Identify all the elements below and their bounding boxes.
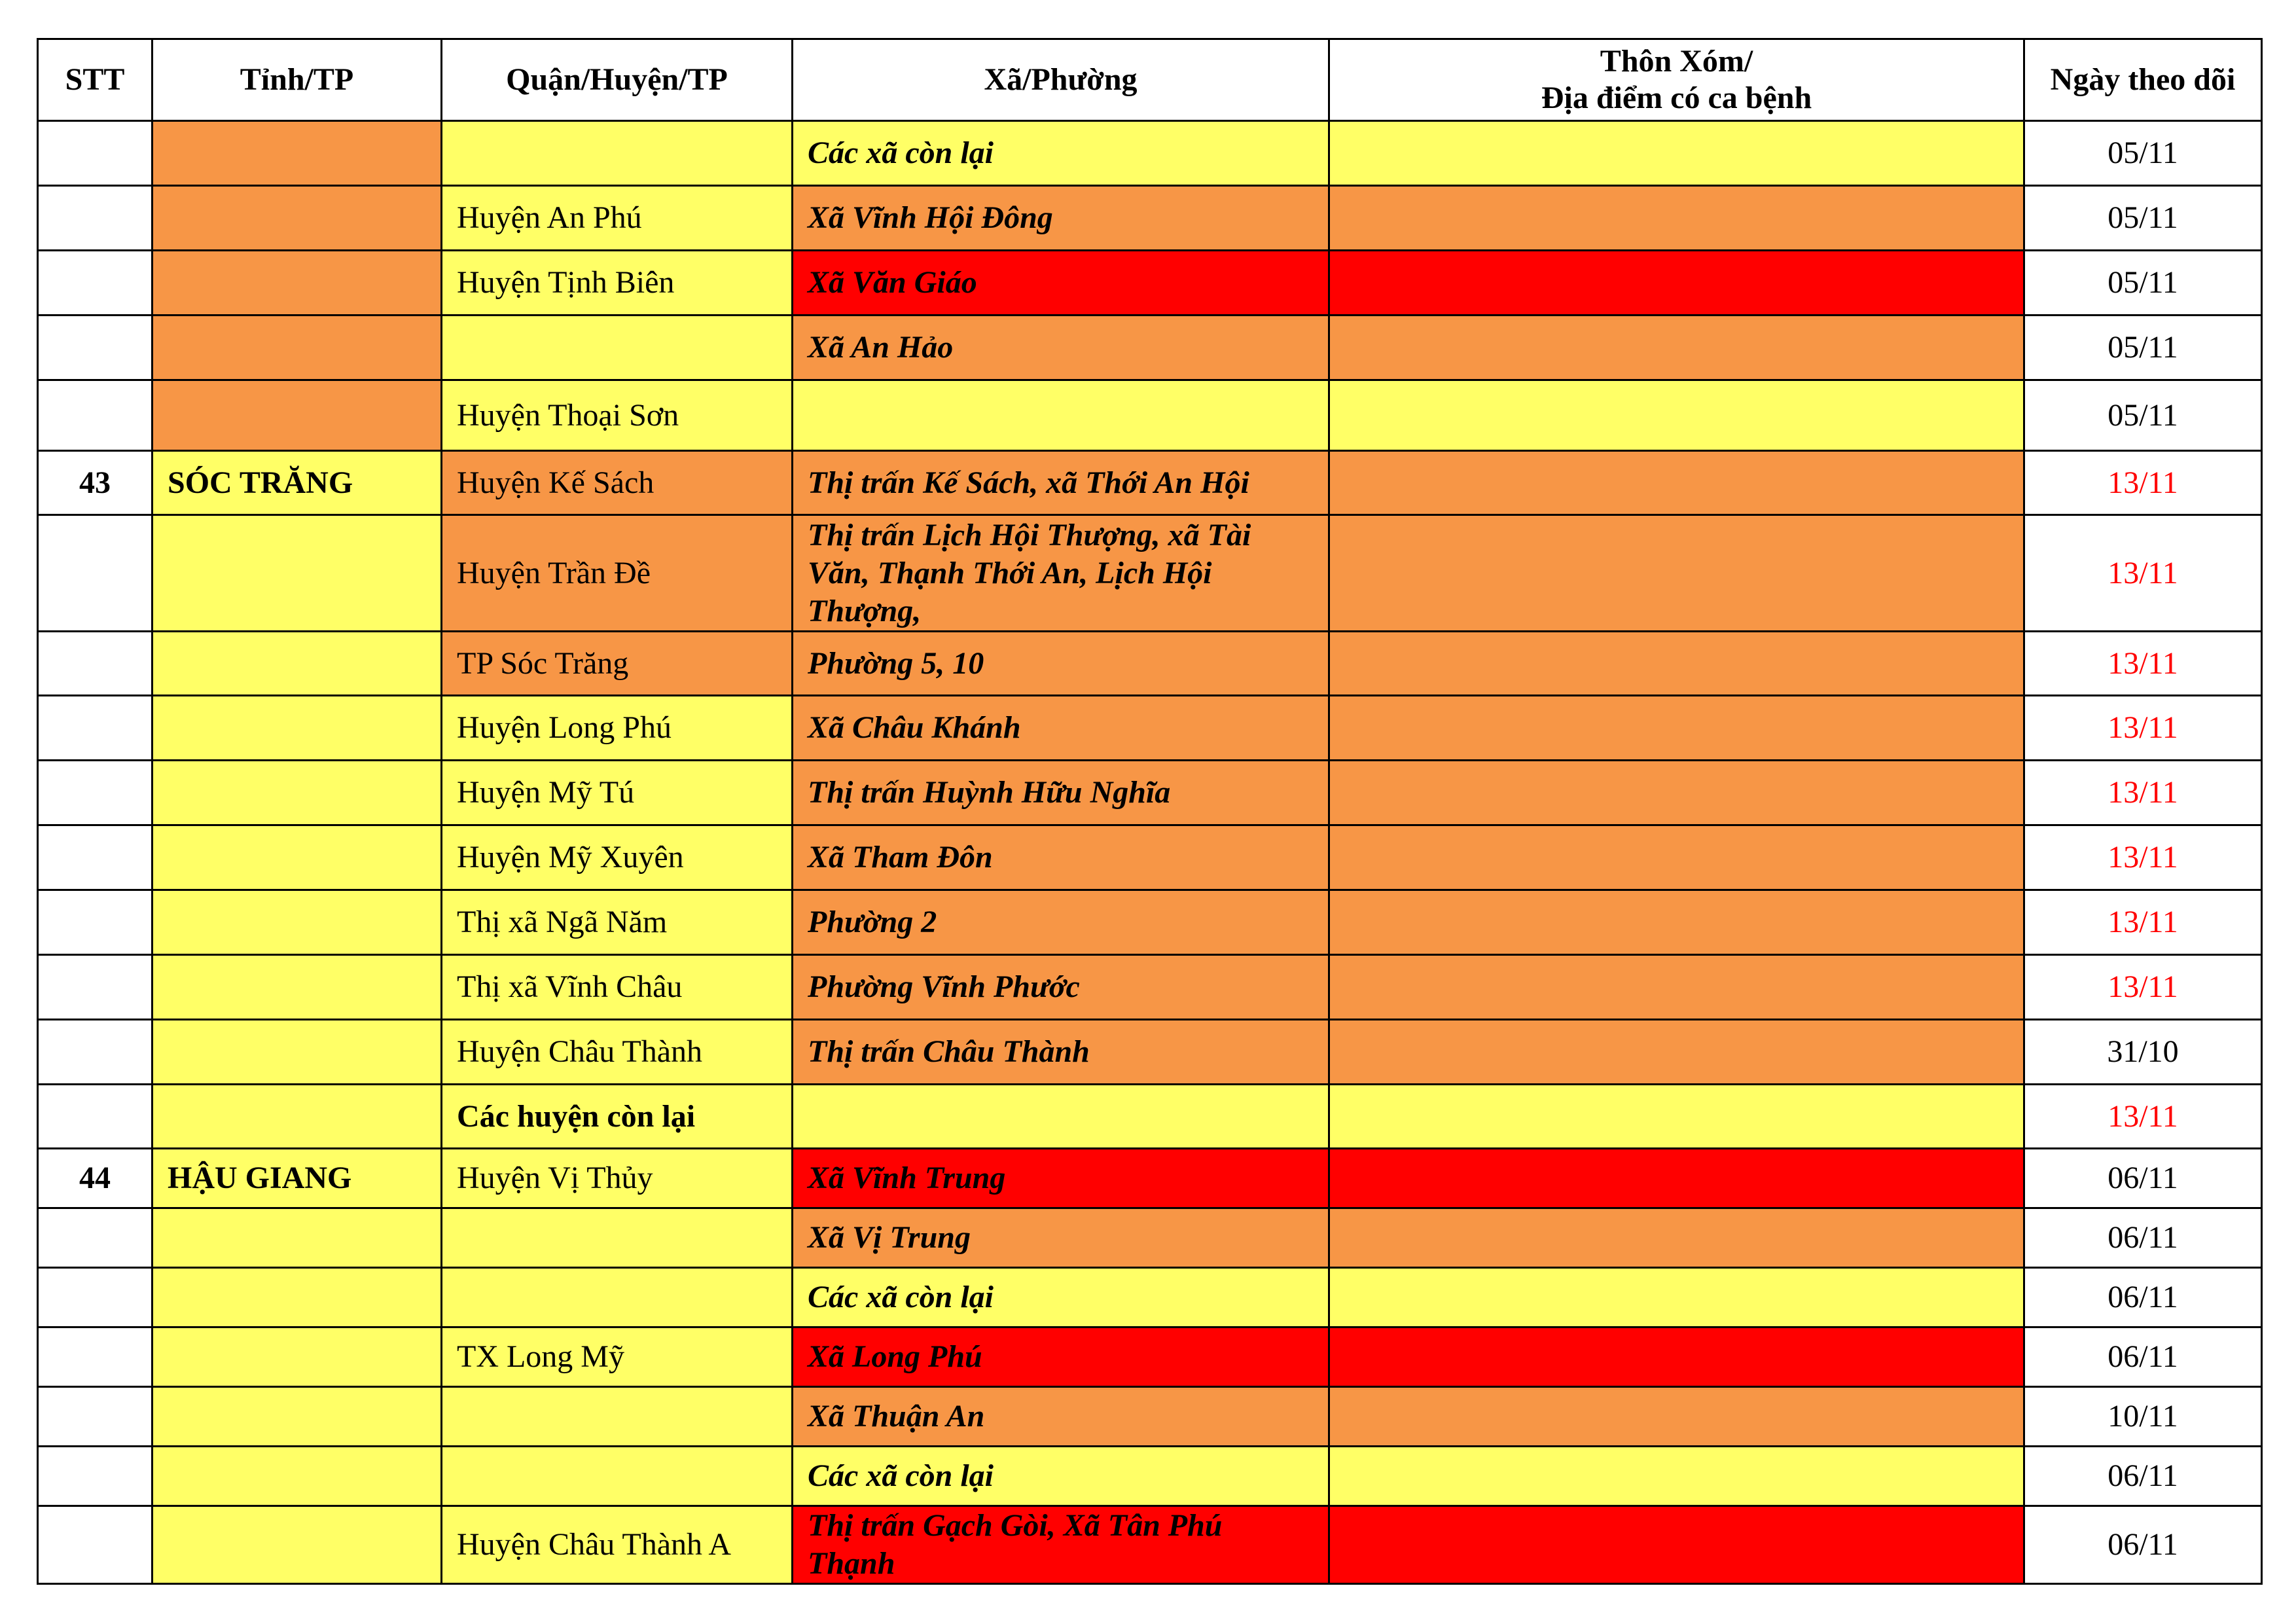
cell-district [442, 1268, 793, 1327]
cell-province [152, 121, 442, 186]
cell-date: 06/11 [2024, 1149, 2262, 1208]
cell-stt [38, 1506, 152, 1584]
cell-district: Huyện Kế Sách [442, 451, 793, 515]
cell-hamlet [1329, 1149, 2024, 1208]
cell-province [152, 1506, 442, 1584]
cell-ward: Thị trấn Lịch Hội Thượng, xã Tài Văn, Thạnh Thới An, Lịch Hội Thượng, [793, 515, 1329, 632]
cell-district: Huyện Vị Thủy [442, 1149, 793, 1208]
cell-stt [38, 380, 152, 451]
cell-stt [38, 316, 152, 380]
cell-stt [38, 1387, 152, 1447]
cell-province [152, 890, 442, 955]
cell-date: 06/11 [2024, 1506, 2262, 1584]
cell-hamlet [1329, 251, 2024, 316]
table-row [38, 632, 2262, 696]
header-district: Quận/Huyện/TP [442, 39, 793, 121]
cell-hamlet [1329, 1447, 2024, 1506]
cell-stt [38, 825, 152, 890]
cell-ward: Các xã còn lại [793, 121, 1329, 186]
cell-date: 06/11 [2024, 1327, 2262, 1387]
cell-date: 13/11 [2024, 696, 2262, 761]
cell-ward: Xã Văn Giáo [793, 251, 1329, 316]
cell-ward: Thị trấn Huỳnh Hữu Nghĩa [793, 761, 1329, 825]
table-row [38, 186, 2262, 251]
cell-province [152, 1387, 442, 1447]
cell-hamlet [1329, 890, 2024, 955]
cell-stt: 44 [38, 1149, 152, 1208]
table-row [38, 761, 2262, 825]
cell-district: Huyện Tịnh Biên [442, 251, 793, 316]
cell-date: 31/10 [2024, 1020, 2262, 1085]
cell-province [152, 825, 442, 890]
cell-stt [38, 890, 152, 955]
table-row [38, 380, 2262, 451]
header-stt: STT [38, 39, 152, 121]
cell-date: 05/11 [2024, 121, 2262, 186]
cell-hamlet [1329, 1020, 2024, 1085]
cell-ward: Xã Vị Trung [793, 1208, 1329, 1268]
cell-province [152, 1447, 442, 1506]
cell-hamlet [1329, 451, 2024, 515]
cell-district [442, 316, 793, 380]
cell-district [442, 1447, 793, 1506]
cell-ward: Thị trấn Châu Thành [793, 1020, 1329, 1085]
cell-hamlet [1329, 761, 2024, 825]
cell-ward: Các xã còn lại [793, 1447, 1329, 1506]
cell-ward: Xã An Hảo [793, 316, 1329, 380]
cell-date: 05/11 [2024, 316, 2262, 380]
cell-province [152, 186, 442, 251]
cell-province [152, 1020, 442, 1085]
header-hamlet-line1: Thôn Xóm/ [1600, 44, 1753, 79]
cell-date: 13/11 [2024, 890, 2262, 955]
table-row [38, 955, 2262, 1020]
cell-stt [38, 1447, 152, 1506]
cell-province [152, 1268, 442, 1327]
cell-province: SÓC TRĂNG [152, 451, 442, 515]
header-ward: Xã/Phường [793, 39, 1329, 121]
cell-hamlet [1329, 316, 2024, 380]
cell-hamlet [1329, 186, 2024, 251]
cell-district: TP Sóc Trăng [442, 632, 793, 696]
table-row [38, 515, 2262, 632]
cell-province [152, 316, 442, 380]
cell-hamlet [1329, 632, 2024, 696]
cell-district: Huyện Thoại Sơn [442, 380, 793, 451]
table-row [38, 451, 2262, 515]
cell-district: Thị xã Vĩnh Châu [442, 955, 793, 1020]
cell-ward: Xã Thuận An [793, 1387, 1329, 1447]
table-row [38, 1268, 2262, 1327]
table-row [38, 890, 2262, 955]
cell-district [442, 1387, 793, 1447]
cell-stt [38, 761, 152, 825]
cell-province: HẬU GIANG [152, 1149, 442, 1208]
table-row [38, 696, 2262, 761]
cell-province [152, 1208, 442, 1268]
cell-district: Các huyện còn lại [442, 1085, 793, 1149]
cell-stt [38, 1327, 152, 1387]
cell-stt [38, 1268, 152, 1327]
cell-district: Thị xã Ngã Năm [442, 890, 793, 955]
cell-province [152, 1327, 442, 1387]
table-row [38, 1327, 2262, 1387]
cell-province [152, 380, 442, 451]
table-row [38, 1085, 2262, 1149]
table-row [38, 121, 2262, 186]
cell-hamlet [1329, 1327, 2024, 1387]
cell-province [152, 955, 442, 1020]
cell-province [152, 761, 442, 825]
cell-ward: Thị trấn Gạch Gòi, Xã Tân Phú Thạnh [793, 1506, 1329, 1584]
cell-hamlet [1329, 955, 2024, 1020]
cell-date: 13/11 [2024, 1085, 2262, 1149]
cell-ward: Xã Tham Đôn [793, 825, 1329, 890]
cell-district: Huyện Châu Thành [442, 1020, 793, 1085]
cell-ward: Phường Vĩnh Phước [793, 955, 1329, 1020]
cell-ward [793, 1085, 1329, 1149]
cell-stt [38, 121, 152, 186]
table-body [38, 121, 2262, 1584]
table-row [38, 316, 2262, 380]
cell-date: 06/11 [2024, 1268, 2262, 1327]
cell-hamlet [1329, 1085, 2024, 1149]
cell-stt [38, 1208, 152, 1268]
cell-province [152, 632, 442, 696]
cell-ward [793, 380, 1329, 451]
header-province: Tỉnh/TP [152, 39, 442, 121]
table-row [38, 1208, 2262, 1268]
cell-stt [38, 1085, 152, 1149]
cell-stt [38, 955, 152, 1020]
cell-stt [38, 696, 152, 761]
cell-province [152, 251, 442, 316]
cell-district: Huyện Châu Thành A [442, 1506, 793, 1584]
cell-stt [38, 515, 152, 632]
cell-ward: Phường 5, 10 [793, 632, 1329, 696]
cell-stt [38, 1020, 152, 1085]
cell-hamlet [1329, 121, 2024, 186]
cell-stt [38, 251, 152, 316]
cell-province [152, 696, 442, 761]
cell-ward: Xã Châu Khánh [793, 696, 1329, 761]
cell-date: 10/11 [2024, 1387, 2262, 1447]
cell-district: TX Long Mỹ [442, 1327, 793, 1387]
cell-ward: Xã Vĩnh Trung [793, 1149, 1329, 1208]
cell-ward: Xã Long Phú [793, 1327, 1329, 1387]
cell-date: 05/11 [2024, 251, 2262, 316]
cell-district: Huyện Long Phú [442, 696, 793, 761]
header-date: Ngày theo dõi [2024, 39, 2262, 121]
cell-date: 13/11 [2024, 825, 2262, 890]
cell-hamlet [1329, 825, 2024, 890]
cell-stt [38, 186, 152, 251]
cell-date: 13/11 [2024, 451, 2262, 515]
cell-stt [38, 632, 152, 696]
covid-zone-table [37, 38, 2263, 1585]
cell-hamlet [1329, 1387, 2024, 1447]
cell-date: 06/11 [2024, 1208, 2262, 1268]
table-row [38, 1149, 2262, 1208]
cell-district [442, 121, 793, 186]
table-row [38, 1020, 2262, 1085]
cell-district: Huyện Trần Đề [442, 515, 793, 632]
cell-ward: Xã Vĩnh Hội Đông [793, 186, 1329, 251]
table-row [38, 1506, 2262, 1584]
cell-stt: 43 [38, 451, 152, 515]
cell-ward: Phường 2 [793, 890, 1329, 955]
cell-district: Huyện Mỹ Tú [442, 761, 793, 825]
cell-hamlet [1329, 1208, 2024, 1268]
cell-date: 06/11 [2024, 1447, 2262, 1506]
cell-date: 13/11 [2024, 632, 2262, 696]
cell-hamlet [1329, 515, 2024, 632]
table-header-row [38, 39, 2262, 121]
cell-date: 13/11 [2024, 515, 2262, 632]
cell-hamlet [1329, 380, 2024, 451]
table-row [38, 825, 2262, 890]
cell-date: 13/11 [2024, 955, 2262, 1020]
cell-province [152, 1085, 442, 1149]
cell-district [442, 1208, 793, 1268]
cell-district: Huyện An Phú [442, 186, 793, 251]
cell-date: 05/11 [2024, 380, 2262, 451]
table-row [38, 251, 2262, 316]
cell-date: 05/11 [2024, 186, 2262, 251]
cell-hamlet [1329, 1268, 2024, 1327]
cell-hamlet [1329, 696, 2024, 761]
cell-ward: Thị trấn Kế Sách, xã Thới An Hội [793, 451, 1329, 515]
cell-province [152, 515, 442, 632]
header-hamlet-line2: Địa điểm có ca bệnh [1541, 81, 1812, 115]
cell-ward: Các xã còn lại [793, 1268, 1329, 1327]
table-row [38, 1387, 2262, 1447]
header-hamlet [1329, 39, 2024, 121]
cell-district: Huyện Mỹ Xuyên [442, 825, 793, 890]
table-row [38, 1447, 2262, 1506]
cell-hamlet [1329, 1506, 2024, 1584]
cell-date: 13/11 [2024, 761, 2262, 825]
